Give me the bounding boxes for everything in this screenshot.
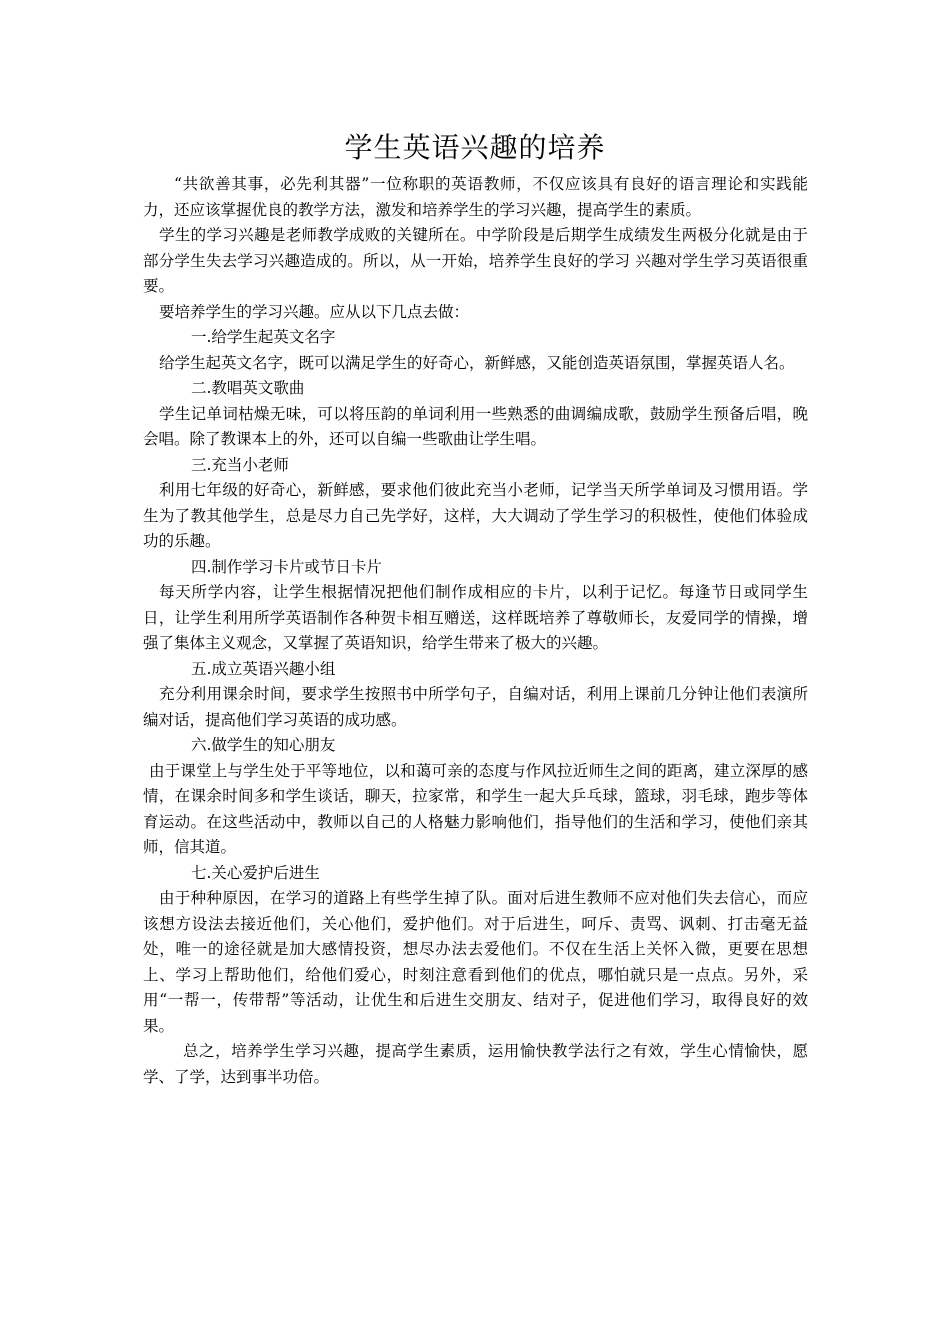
- section-paragraph: 学生记单词枯燥无味，可以将压韵的单词利用一些熟悉的曲调编成歌，鼓励学生预备后唱，晚会唱。除了教课本上的外，还可以自编一些歌曲让学生唱。: [143, 404, 808, 448]
- document-title: 学生英语兴趣的培养: [344, 131, 606, 164]
- intro-paragraph: 要培养学生的学习兴趣。应从以下几点去做：: [159, 302, 470, 321]
- section-heading: 四.制作学习卡片或节日卡片: [191, 557, 382, 576]
- document-body: [143, 172, 808, 1090]
- section-paragraph: 给学生起英文名字，既可以满足学生的好奇心，新鲜感，又能创造英语氛围，掌握英语人名。: [159, 353, 795, 372]
- section-paragraph: 利用七年级的好奇心，新鲜感，要求他们彼此充当小老师，记学当天所学单词及习惯用语。学生为了教其他学生，总是尽力自己先学好，这样，大大调动了学生学习的积极性，使他们体验成功的乐趣。: [143, 481, 808, 550]
- section-paragraph: 由于种种原因，在学习的道路上有些学生掉了队。面对后进生教师不应对他们失去信心，而应该想方设法去接近他们，关心他们，爱护他们。对于后进生，呵斥、责骂、讽刺、打击毫无益处，唯一的途径就是加大感情投资，想尽办法去爱他们。不仅在生活上关怀入微，更要在思想上、学习上帮助他们，给他们爱心，时刻注意看到他们的优点，哪怕就只是一点点。另外，采用“一帮一，传带帮”等活动，让优生和后进生交朋友、结对子，促进他们学习，取得良好的效果。: [143, 889, 808, 1035]
- conclusion-paragraph: 总之，培养学生学习兴趣，提高学生素质，运用愉快教学法行之有效，学生心情愉快，愿学、了学，达到事半功倍。: [143, 1042, 808, 1086]
- section-heading: 三.充当小老师: [191, 455, 289, 474]
- section-paragraph: 由于课堂上与学生处于平等地位，以和蔼可亲的态度与作风拉近师生之间的距离，建立深厚的感情，在课余时间多和学生谈话，聊天，拉家常，和学生一起大乒乓球，篮球，羽毛球，跑步等体育运动。在这些活动中，教师以自己的人格魅力影响他们，指导他们的生活和学习，使他们亲其师，信其道。: [143, 761, 808, 856]
- section-heading: 六.做学生的知心朋友: [191, 736, 336, 754]
- intro-paragraph: “共欲善其事，必先利其器”一位称职的英语教师，不仅应该具有良好的语言理论和实践能力，还应该掌握优良的教学方法，激发和培养学生的学习兴趣，提高学生的素质。: [143, 175, 808, 219]
- section-heading: 五.成立英语兴趣小组: [191, 659, 336, 678]
- section-paragraph: 充分利用课余时间，要求学生按照书中所学句子，自编对话，利用上课前几分钟让他们表演所编对话，提高他们学习英语的成功感。: [143, 685, 808, 729]
- section-heading: 一.给学生起英文名字: [191, 328, 336, 346]
- section-heading: 二.教唱英文歌曲: [191, 379, 305, 397]
- intro-paragraph: 学生的学习兴趣是老师教学成败的关键所在。中学阶段是后期学生成绩发生两极分化就是由于部分学生失去学习兴趣造成的。所以，从一开始，培养学生良好的学习 兴趣对学生学习英语很重要。: [143, 226, 808, 295]
- section-heading: 七.关心爱护后进生: [191, 863, 320, 882]
- section-paragraph: 每天所学内容，让学生根据情况把他们制作成相应的卡片，以利于记忆。每逢节日或同学生日，让学生利用所学英语制作各种贺卡相互赠送，这样既培养了尊敬师长，友爱同学的情操，增强了集体主义观念，又掌握了英语知识，给学生带来了极大的兴趣。: [143, 583, 808, 652]
